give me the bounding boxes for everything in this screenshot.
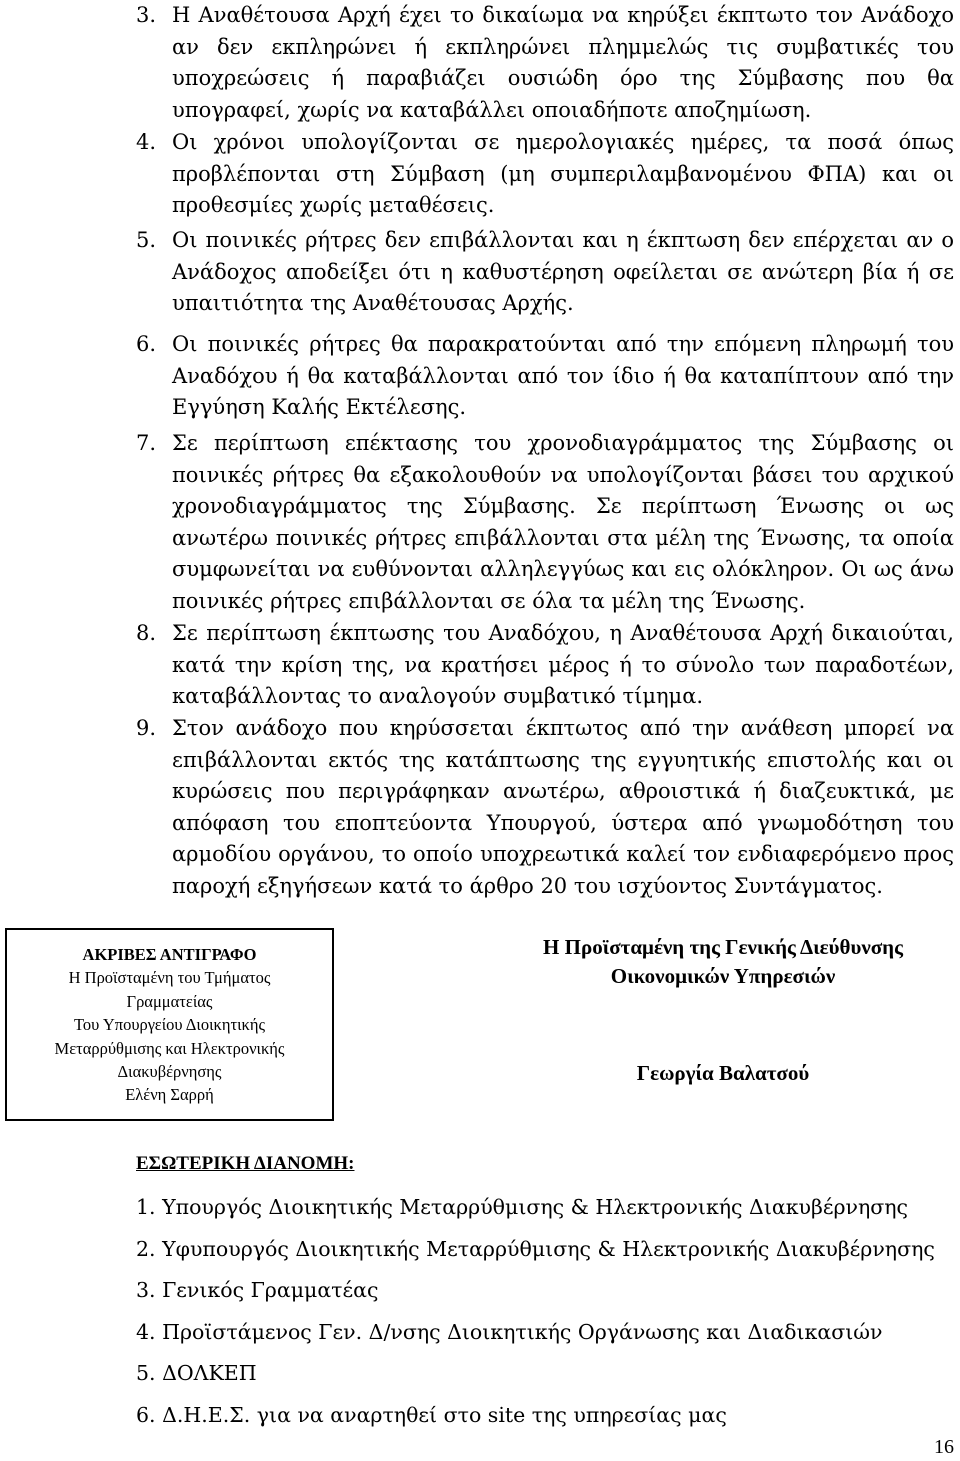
distribution-item: 2. Υφυπουργός Διοικητικής Μεταρρύθμισης & Ηλεκτρονικής Διακυβέρνησης	[136, 1236, 935, 1261]
clause-number: 6.	[136, 332, 157, 356]
copy-box-line: Διακυβέρνησης	[117, 1062, 222, 1082]
page-number: 16	[934, 1436, 954, 1458]
clause-9	[136, 713, 954, 902]
clause-3	[136, 0, 954, 126]
clause-number: 3.	[136, 3, 157, 27]
clause-7	[136, 428, 954, 617]
clause-number: 4.	[136, 130, 157, 154]
copy-box-line: Η Προϊσταμένη του Τμήματος	[68, 968, 271, 988]
signature-name: Γεωργία Βαλατσού	[636, 1061, 810, 1085]
distribution-item: 6. Δ.Η.Ε.Σ. για να αναρτηθεί στο site της υπηρεσίας μας	[136, 1402, 727, 1427]
distribution-item: 5. ΔΟΛΚΕΠ	[136, 1361, 257, 1385]
clause-text: Οι ποινικές ρήτρες θα παρακρατούνται από την επόμενη πληρωμή του Αναδόχου ή θα καταβάλλονται από τον ίδιο ή θα καταπίπτουν από την Εγγύηση Καλής Εκτέλεσης.	[172, 332, 954, 419]
clause-text: Σε περίπτωση έκπτωσης του Αναδόχου, η Αναθέτουσα Αρχή δικαιούται, κατά την κρίση της, να κρατήσει μέρος ή το σύνολο των παραδοτέων, καταβάλλοντας το αναλογούν συμβατικό τίμημα.	[172, 621, 954, 708]
copy-box-title: ΑΚΡΙΒΕΣ ΑΝΤΙΓΡΑΦΟ	[82, 945, 257, 964]
copy-box-line: Γραμματείας	[126, 991, 213, 1011]
clause-4	[136, 127, 954, 222]
clause-number: 9.	[136, 716, 157, 740]
clause-6	[136, 329, 954, 424]
distribution-item: 1. Υπουργός Διοικητικής Μεταρρύθμισης & Ηλεκτρονικής Διακυβέρνησης	[136, 1195, 909, 1219]
clause-number: 5.	[136, 228, 157, 252]
copy-box-line: Του Υπουργείου Διοικητικής	[73, 1015, 265, 1035]
signature-title-line: Οικονομικών Υπηρεσιών	[610, 964, 836, 988]
signature-title-line: Η Προϊσταμένη της Γενικής Διεύθυνσης	[543, 935, 903, 959]
distribution-item: 3. Γενικός Γραμματέας	[136, 1278, 379, 1302]
copy-box-signer: Ελένη Σαρρή	[125, 1085, 214, 1105]
clause-text: Οι χρόνοι υπολογίζονται σε ημερολογιακές ημέρες, τα ποσά όπως προβλέπονται στη Σύμβαση (μη συμπεριλαμβανομένου ΦΠΑ) και οι προθεσμίες χωρίς μεταθέσεις.	[172, 130, 954, 217]
copy-box-line: Μεταρρύθμισης και Ηλεκτρονικής	[54, 1038, 285, 1058]
clause-number: 8.	[136, 621, 157, 645]
clause-text: Η Αναθέτουσα Αρχή έχει το δικαίωμα να κηρύξει έκπτωτο τον Ανάδοχο αν δεν εκπληρώνει ή εκπληρώνει πλημμελώς τις συμβατικές του υποχρεώσεις ή παραβιάζει ουσιώδη όρο της Σύμβασης που θα υπογραφεί, χωρίς να καταβάλλει οποιαδήποτε αποζημίωση.	[172, 3, 954, 122]
distribution-item: 4. Προϊστάμενος Γεν. Δ/νσης Διοικητικής Οργάνωσης και Διαδικασιών	[136, 1319, 883, 1344]
clause-text: Σε περίπτωση επέκτασης του χρονοδιαγράμματος της Σύμβασης οι ποινικές ρήτρες θα εξακολουθούν να υπολογίζονται βάσει του αρχικού χρονοδιαγράμματος της Σύμβασης. Σε περίπτωση Ένωσης οι ως ανωτέρω ποινικές ρήτρες επιβάλλονται στα μέλη της Ένωσης, τα οποία συμφωνείται να ευθύνονται αλληλεγγύως και εις ολόκληρον. Οι ως άνω ποινικές ρήτρες επιβάλλονται σε όλα τα μέλη της Ένωσης.	[172, 431, 954, 613]
clause-number: 7.	[136, 431, 157, 455]
clause-text: Οι ποινικές ρήτρες δεν επιβάλλονται και η έκπτωση δεν επέρχεται αν ο Ανάδοχος αποδείξει ότι η καθυστέρηση οφείλεται σε ανώτερη βία ή σε υπαιτιότητα της Αναθέτουσας Αρχής.	[172, 228, 954, 315]
clause-5	[136, 225, 954, 320]
internal-distribution	[136, 1151, 956, 1436]
signature-block	[488, 933, 958, 1088]
distribution-title: ΕΣΩΤΕΡΙΚΗ ΔΙΑΝΟΜΗ:	[136, 1153, 355, 1174]
certified-copy-box	[5, 928, 334, 1121]
clause-text: Στον ανάδοχο που κηρύσσεται έκπτωτος από την ανάθεση μπορεί να επιβάλλονται εκτός της κατάπτωσης της εγγυητικής επιστολής και οι κυρώσεις που περιγράφηκαν ανωτέρω, αθροιστικά ή διαζευκτικά, με απόφαση του εποπτεύοντα Υπουργού, ύστερα από γνωμοδότηση του αρμοδίου οργάνου, το οποίο υποχρεωτικά καλεί τον ενδιαφερόμενο προς παροχή εξηγήσεων κατά το άρθρο 20 του ισχύοντος Συντάγματος.	[172, 716, 954, 898]
clause-8	[136, 618, 954, 713]
